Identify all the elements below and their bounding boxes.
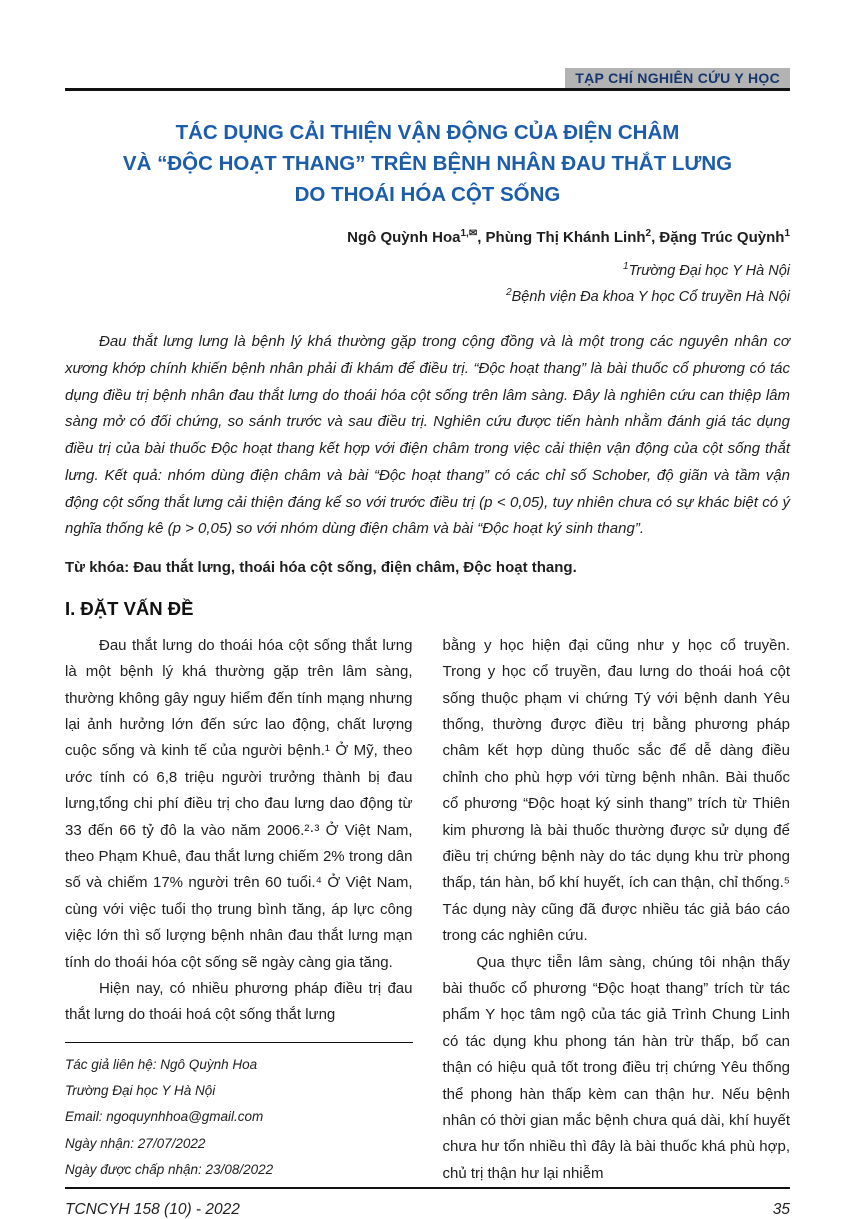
author-separator: , [651,229,660,247]
affiliation [65,284,790,309]
footnote-received-date: Ngày nhận: 27/07/2022 [65,1135,206,1151]
title-line: VÀ “ĐỘC HOẠT THANG” TRÊN BỆNH NHÂN ĐAU THẮT LƯNG [122,152,733,176]
journal-header [65,68,790,91]
author [659,229,790,246]
body-paragraph: bằng y học hiện đại cũng như y học cổ truyền. Trong y học cổ truyền, đau lưng do thoái hoá cột sống thuộc phạm vi chứng Tý với bệnh danh Yêu thống, thường được điều trị bằng phương pháp châm kết hợp dùng thuốc sắc để dễ dàng điều chỉnh cho phù hợp với từng bệnh nhân. Bài thuốc cổ phương “Độc hoạt ký sinh thang” trích từ Thiên kim phương là bài thuốc thường được sử dụng để điều trị chứng bệnh này do tác dụng khu trừ phong thấp, tán hàn, bổ khí huyết, ích can thận, chỉ thống.⁵ Tác dụng này cũng đã được nhiều tác giả báo cáo trong các nghiên cứu. [442,636,790,945]
author-name: Đặng Trúc Quỳnh [659,229,785,247]
body-paragraph: Đau thắt lưng do thoái hóa cột sống thắt lưng là một bệnh lý khá thường gặp trên lâm sàng, thường không gây nguy hiểm đến tính mạng nhưng lại ảnh hưởng lớn đến sức lao động, chất lượng cuộc sống và kinh tế của người bệnh.¹ Ở Mỹ, theo ước tính có 6,8 triệu người trưởng thành bị đau lưng,tổng chi phí điều trị cho đau lưng dao động từ 33 đến 66 tỷ đô la vào năm 2006.²·³ Ở Việt Nam, theo Phạm Khuê, đau thắt lưng chiếm 2% trong dân số và chiếm 17% người trên 60 tuổi.⁴ Ở Việt Nam, cùng với việc tuổi thọ trung bình tăng, áp lực công việc lớn thì số lượng bệnh nhân đau thắt lưng mạn tính do thoái hóa cột sống sẽ ngày càng gia tăng. [65,636,413,971]
affiliation-superscript: 1 [623,261,629,273]
affiliation [65,258,790,283]
footer-row [65,1189,790,1219]
page-footer [65,1187,790,1219]
footnote-accepted-date: Ngày được chấp nhận: 23/08/2022 [65,1162,274,1178]
keywords-line: Từ khóa: Đau thắt lưng, thoái hóa cột sống, điện châm, Độc hoạt thang. [65,558,577,576]
author-name: Ngô Quỳnh Hoa [347,229,461,247]
affiliation-superscript: 2 [506,286,512,298]
journal-name-label: TẠP CHÍ NGHIÊN CỨU Y HỌC [565,68,790,88]
affiliation-text: Bệnh viện Đa khoa Y học Cổ truyền Hà Nội [511,288,790,305]
authors-line [65,228,790,246]
author [486,229,660,246]
author-separator: , [477,229,486,247]
left-column [65,633,413,1187]
body-paragraph: Hiện nay, có nhiều phương pháp điều trị đau thắt lưng do thoái hoá cột sống thắt lưng [65,979,413,1024]
abstract-paragraph: Đau thắt lưng lưng là bệnh lý khá thường gặp trong cộng đồng và là một trong các nguyên nhân cơ xương khớp chính khiến bệnh nhân phải đi khám để điều trị. “Độc hoạt thang” là bài thuốc cổ phương có tác dụng điều trị bệnh nhân đau thắt lưng do thoái hóa cột sống trên lâm sàng. Đây là nghiên cứu can thiệp lâm sàng mở có đối chứng, so sánh trước và sau điều trị. Nghiên cứu được tiến hành nhằm đánh giá tác dụng điều trị của bài thuốc Độc hoạt thang kết hợp với điện châm trong việc cải thiện vận động của cột sống thắt lưng. Kết quả: nhóm dùng điện châm và bài “Độc hoạt thang” có các chỉ số Schober, độ giãn và tầm vận động cột sống thắt lưng cải thiện đáng kể so với trước điều trị (p < 0,05), tuy nhiên chưa có sự khác biệt có ý nghĩa thống kê (p > 0,05) so với nhóm dùng điện châm và bài “Độc hoạt ký sinh thang”. [65,333,790,538]
page-number: 35 [772,1201,790,1219]
affiliations [65,258,790,309]
body-paragraph: Qua thực tiễn lâm sàng, chúng tôi nhận thấy bài thuốc cổ phương “Độc hoạt thang” trích từ tác phẩm Y học tâm ngộ của tác giả Trình Chung Linh có tác dụng khu phong tán hàn trừ thấp, bổ can thận có hiệu quả tốt trong điều trị chứng Yêu thống thể phong hàn thấp kèm can thận hư. Nếu bệnh nhân có thời gian mắc bệnh chưa quá dài, khí huyết chưa hư tổn nhiều thì đây là bài thuốc khá phù hợp, chủ trị thận hư lại nhiễm [442,953,790,1182]
footnote-affiliation: Trường Đại học Y Hà Nội [65,1083,216,1099]
two-column-body [65,633,790,1187]
footnote-corresponding-author: Tác giả liên hệ: Ngô Quỳnh Hoa [65,1056,258,1072]
footnote-email: Email: ngoquynhhoa@gmail.com [65,1109,264,1125]
author [347,229,485,246]
affiliation-text: Trường Đại học Y Hà Nội [628,263,790,280]
author-superscript: 1,✉ [460,228,478,240]
footnote-block [65,1042,413,1184]
journal-citation: TCNCYH 158 (10) - 2022 [65,1201,240,1219]
author-superscript: 2 [645,228,652,240]
author-superscript: 1 [784,228,790,240]
title-line: DO THOÁI HÓA CỘT SỐNG [294,183,561,207]
title-line: TÁC DỤNG CẢI THIỆN VẬN ĐỘNG CỦA ĐIỆN CHÂM [175,121,680,144]
author-name: Phùng Thị Khánh Linh [485,229,646,247]
article-title [65,117,790,210]
section-heading: I. ĐẶT VẤN ĐỀ [65,597,194,619]
right-column [443,633,791,1187]
